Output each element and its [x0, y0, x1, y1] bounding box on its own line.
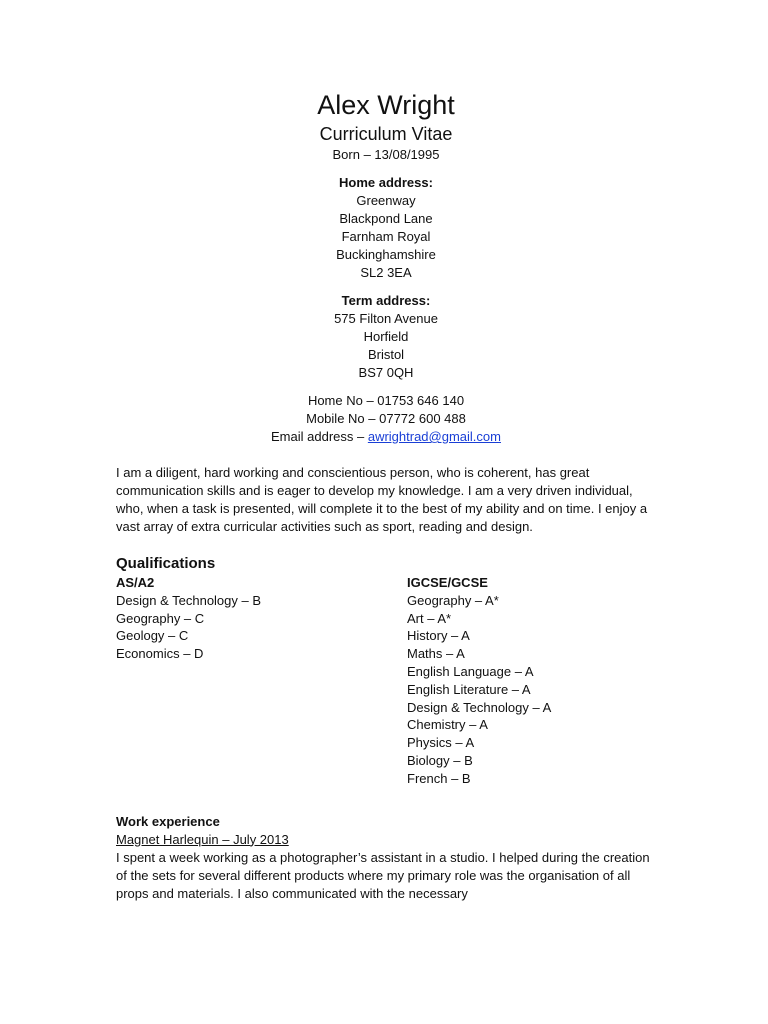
home-address-line: Farnham Royal [341, 229, 431, 244]
contact-details [116, 392, 656, 446]
qualification-item: Design & Technology – B [116, 592, 262, 608]
qualification-item: English Language – A [407, 663, 534, 679]
work-experience-title: Magnet Harlequin – July 2013 [116, 831, 289, 847]
birth-date: Born – 13/08/1995 [332, 147, 440, 162]
qualifications-table [116, 574, 656, 788]
term-address-line: Horfield [363, 329, 409, 344]
email-link[interactable]: awrightrad@gmail.com [367, 429, 501, 444]
qualification-item: History – A [407, 628, 470, 644]
qualification-item: Art – A* [407, 610, 452, 626]
home-address-line: Greenway [356, 193, 416, 208]
work-experience-heading: Work experience [116, 813, 220, 829]
qualification-item: Economics – D [116, 646, 204, 662]
term-address [116, 292, 656, 382]
qualification-item: Design & Technology – A [407, 699, 552, 715]
qualification-item: Geology – C [116, 628, 189, 644]
home-address-line: Blackpond Lane [339, 211, 433, 226]
personal-summary: I am a diligent, hard working and conscientious person, who is coherent, has great communication skills and is eager to develop my knowledge. I am a very driven individual, who, when a task is presented, will complete it to the best of my ability and on time. I enjoy a vast array of extra curricular activities such as sport, reading and design. [116, 465, 648, 534]
term-address-line: Bristol [367, 347, 405, 362]
qualification-item: Geography – A* [407, 592, 499, 608]
mobile-phone: Mobile No – 07772 600 488 [306, 411, 466, 426]
home-address-line: SL2 3EA [360, 265, 412, 280]
qualifications-heading: Qualifications [116, 555, 216, 572]
qualification-item: Maths – A [407, 646, 465, 662]
qualification-item: Geography – C [116, 610, 205, 626]
candidate-name: Alex Wright [317, 90, 455, 120]
qualification-item: French – B [407, 770, 471, 786]
qualification-item: Physics – A [407, 735, 475, 751]
email-line [116, 428, 656, 446]
cv-header [116, 88, 656, 164]
home-address-line: Buckinghamshire [336, 247, 436, 262]
qualification-item: Chemistry – A [407, 717, 488, 733]
qualification-item: Biology – B [407, 752, 473, 768]
igcse-gcse-column [407, 574, 656, 788]
email-label: Email address – [271, 429, 368, 444]
home-phone: Home No – 01753 646 140 [307, 393, 465, 408]
as-a2-heading: AS/A2 [116, 575, 155, 590]
igcse-gcse-heading: IGCSE/GCSE [407, 575, 488, 590]
document-subtitle: Curriculum Vitae [319, 124, 453, 144]
term-address-line: BS7 0QH [358, 365, 414, 380]
cv-document [116, 88, 656, 903]
work-experience-description: I spent a week working as a photographer’s assistant in a studio. I helped during the creation of the sets for several different products where my primary role was the organisation of all props and materials. I also communicated with the necessary [116, 849, 650, 901]
qualification-item: English Literature – A [407, 681, 531, 697]
home-address [116, 174, 656, 282]
as-a2-column [116, 574, 407, 788]
home-address-label: Home address: [339, 175, 433, 190]
term-address-line: 575 Filton Avenue [334, 311, 438, 326]
term-address-label: Term address: [341, 293, 431, 308]
